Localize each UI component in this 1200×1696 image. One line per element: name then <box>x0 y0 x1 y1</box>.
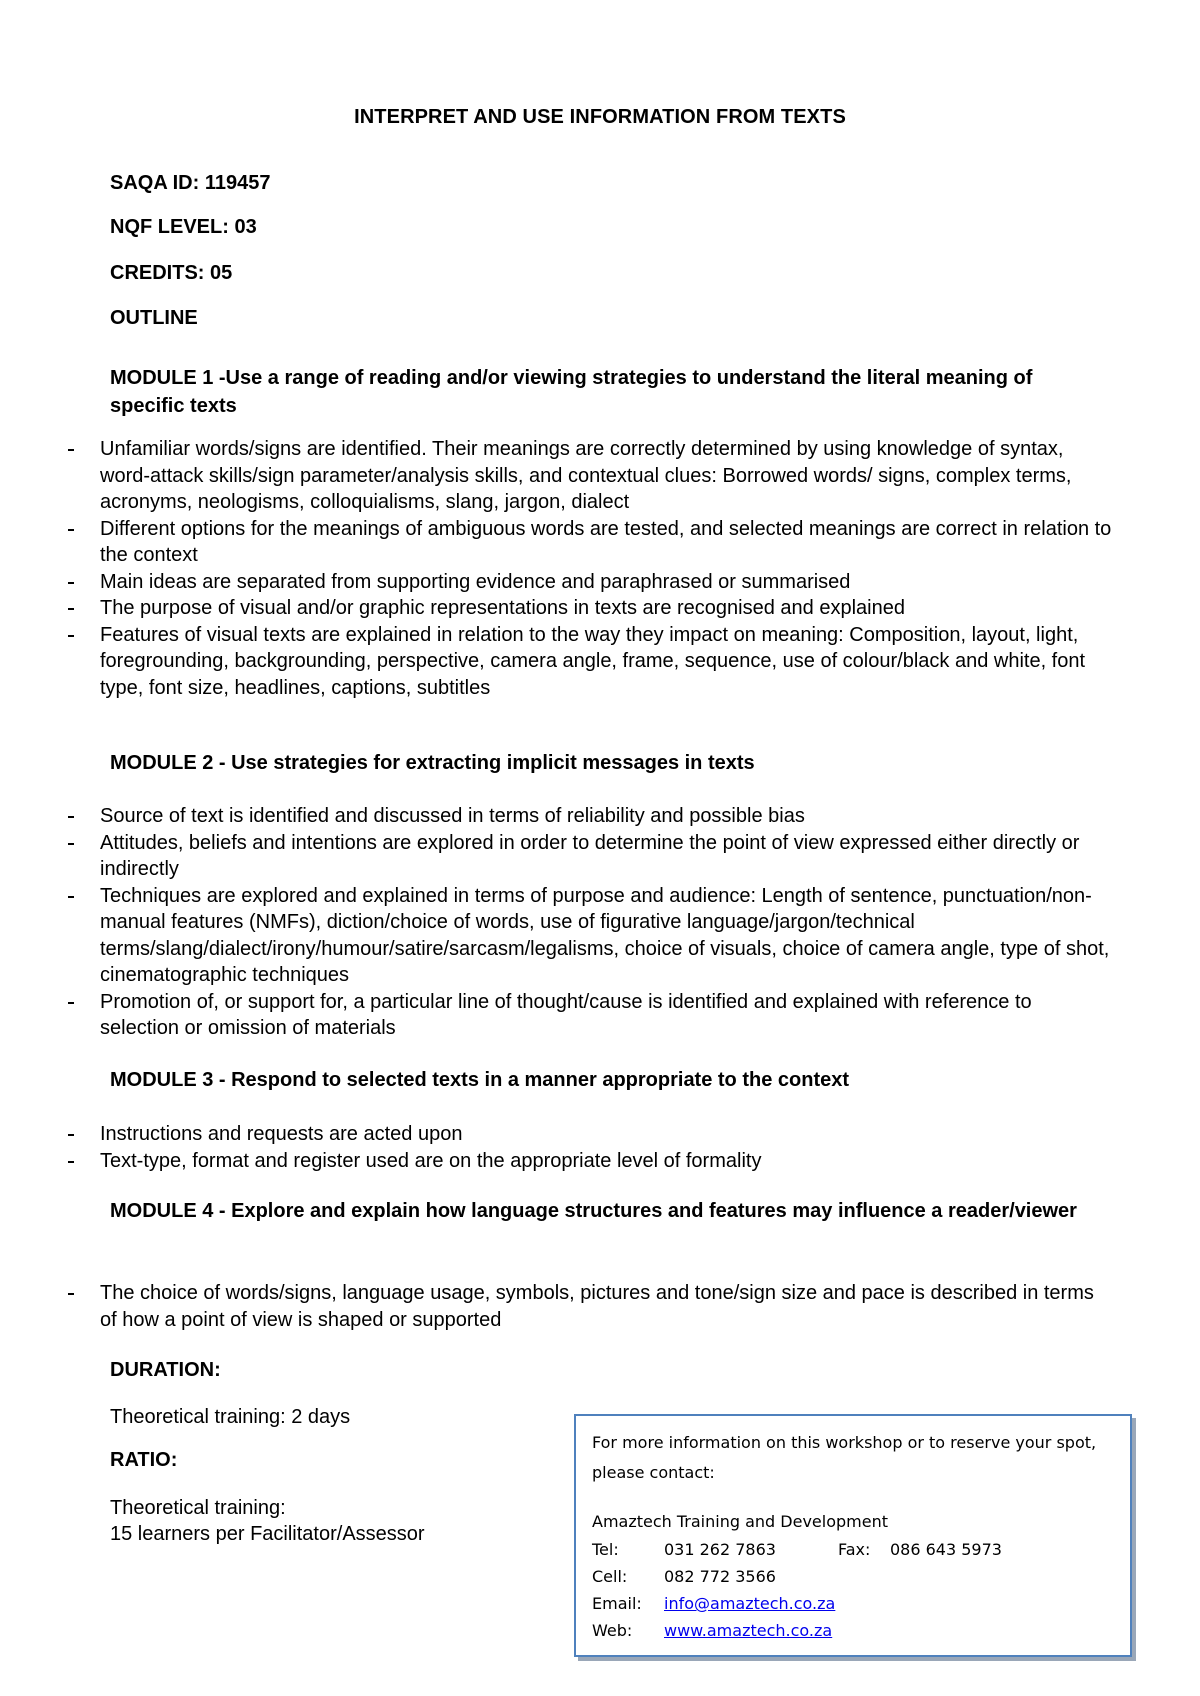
list-item: Source of text is identified and discussed in terms of reliability and possible bias <box>62 803 1112 830</box>
web-label: Web: <box>592 1621 633 1640</box>
module-3-heading: MODULE 3 - Respond to selected texts in a manner appropriate to the context <box>110 1069 850 1091</box>
list-item: Different options for the meanings of ambiguous words are tested, and selected meanings are correct in relation to the context <box>62 516 1112 569</box>
contact-web-row <box>592 1619 832 1643</box>
contact-intro: For more information on this workshop or to reserve your spot, please contact: <box>592 1433 1097 1482</box>
duration-label: DURATION: <box>110 1359 221 1381</box>
cell-value: 082 772 3566 <box>664 1567 776 1586</box>
duration-value: Theoretical training: 2 days <box>110 1406 351 1428</box>
list-item: The purpose of visual and/or graphic representations in texts are recognised and explained <box>62 595 1112 622</box>
cell-label: Cell: <box>592 1567 628 1586</box>
email-label: Email: <box>592 1594 642 1613</box>
outline-heading: OUTLINE <box>110 307 198 329</box>
tel-label: Tel: <box>592 1540 619 1559</box>
list-item: Main ideas are separated from supporting evidence and paraphrased or summarised <box>62 569 1112 596</box>
web-link[interactable]: www.amaztech.co.za <box>664 1621 833 1640</box>
list-item: Instructions and requests are acted upon <box>62 1121 1112 1148</box>
list-item: Text-type, format and register used are on the appropriate level of formality <box>62 1148 1112 1175</box>
list-item: Promotion of, or support for, a particular line of thought/cause is identified and explained with reference to selection or omission of materials <box>62 989 1112 1042</box>
list-item: Unfamiliar words/signs are identified. Their meanings are correctly determined by using knowledge of syntax, word-attack skills/sign parameter/analysis skills, and contextual clues: Borrowed words/ signs, complex terms, acronyms, neologisms, colloquialisms, slang, jargon, dialect <box>62 436 1112 516</box>
module-1-list <box>62 436 1112 701</box>
contact-email-row <box>592 1592 835 1616</box>
module-4-list <box>62 1280 1112 1333</box>
module-1-heading: MODULE 1 -Use a range of reading and/or viewing strategies to understand the literal meaning of specific texts <box>110 367 1033 417</box>
list-item: Attitudes, beliefs and intentions are explored in order to determine the point of view expressed either directly or indirectly <box>62 830 1112 883</box>
page-title: INTERPRET AND USE INFORMATION FROM TEXTS <box>354 106 846 128</box>
fax-label: Fax: <box>837 1540 871 1559</box>
ratio-label: RATIO: <box>110 1449 178 1471</box>
ratio-line-2: 15 learners per Facilitator/Assessor <box>110 1523 425 1545</box>
credits: CREDITS: 05 <box>110 262 233 284</box>
email-link[interactable]: info@amaztech.co.za <box>664 1594 836 1613</box>
module-2-list <box>62 803 1112 1042</box>
contact-box <box>574 1414 1132 1657</box>
list-item: Features of visual texts are explained in relation to the way they impact on meaning: Composition, layout, light, foregrounding, backgrounding, perspective, camera angle, frame, sequence, use of colour/black and white, font type, font size, headlines, captions, subtitles <box>62 622 1112 702</box>
contact-organisation: Amaztech Training and Development <box>592 1512 888 1531</box>
saqa-id: SAQA ID: 119457 <box>110 172 271 194</box>
tel-value: 031 262 7863 <box>664 1540 776 1559</box>
list-item: Techniques are explored and explained in terms of purpose and audience: Length of sentence, punctuation/non-manual features (NMFs), diction/choice of words, use of figurative language/jargon/technical terms/slang/dialect/irony/humour/satire/sarcasm/legalisms, choice of visuals, choice of camera angle, type of shot, cinematographic techniques <box>62 883 1112 989</box>
module-3-list <box>62 1121 1112 1174</box>
module-4-heading: MODULE 4 - Explore and explain how language structures and features may influence a reader/viewer <box>110 1200 1077 1222</box>
contact-phone-row <box>592 1538 1002 1562</box>
ratio-line-1: Theoretical training: <box>110 1497 286 1519</box>
list-item: The choice of words/signs, language usage, symbols, pictures and tone/sign size and pace is described in terms of how a point of view is shaped or supported <box>62 1280 1112 1333</box>
contact-cell-row <box>592 1565 776 1589</box>
nqf-level: NQF LEVEL: 03 <box>110 216 257 238</box>
module-2-heading: MODULE 2 - Use strategies for extracting implicit messages in texts <box>110 752 755 774</box>
fax-value: 086 643 5973 <box>889 1540 1002 1559</box>
